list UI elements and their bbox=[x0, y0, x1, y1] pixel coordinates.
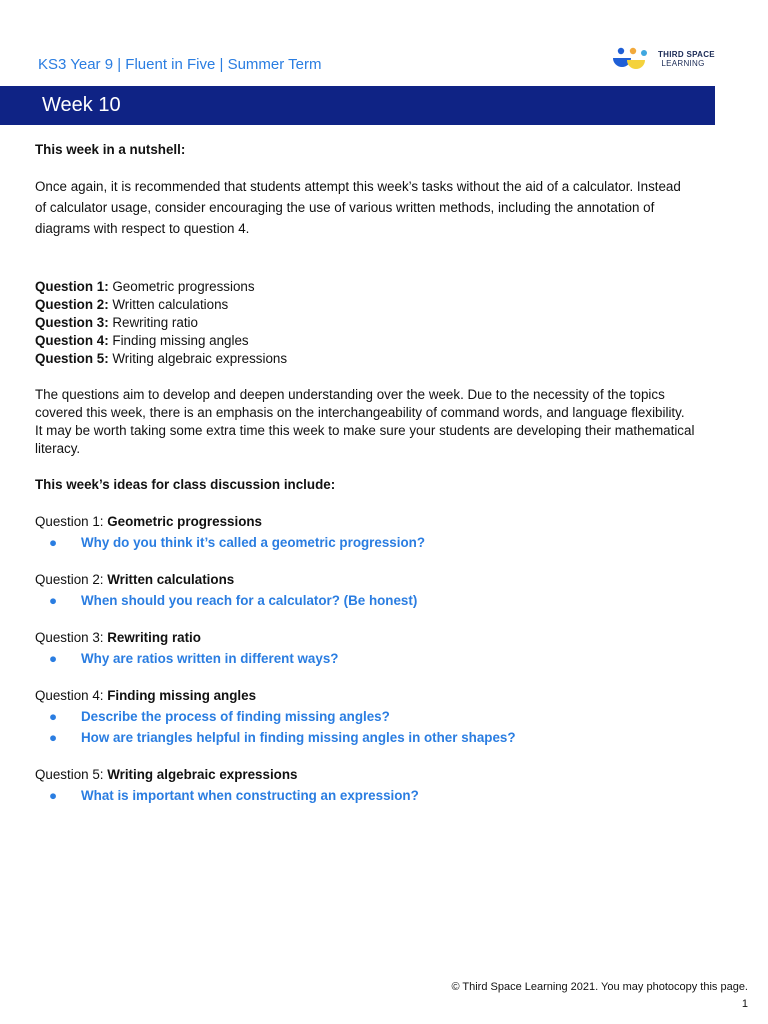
discussion-item bbox=[35, 513, 695, 552]
discussion-item bbox=[35, 629, 695, 668]
bullet-icon: ● bbox=[49, 788, 58, 803]
question-line bbox=[35, 278, 695, 296]
logo-wordmark bbox=[658, 50, 715, 68]
question-topic: Geometric progressions bbox=[112, 279, 255, 294]
logo-icon bbox=[611, 46, 655, 72]
discussion-question bbox=[35, 571, 695, 589]
bullet-icon: ● bbox=[49, 651, 58, 666]
discussion-prompt bbox=[35, 708, 695, 726]
prompt-text: Why do you think it’s called a geometric progression? bbox=[81, 535, 425, 550]
prompt-text: Why are ratios written in different ways? bbox=[81, 651, 339, 666]
prompt-text: What is important when constructing an expression? bbox=[81, 788, 419, 803]
discussion-item bbox=[35, 571, 695, 610]
question-topic: Finding missing angles bbox=[112, 333, 249, 348]
nutshell-intro: Once again, it is recommended that students attempt this week’s tasks without the aid of a calculator. Instead of calculator usage, consider encouraging the use of various written methods, including the annotation of diagrams with respect to question 4. bbox=[35, 179, 681, 236]
discussion-label: Question 5: bbox=[35, 767, 104, 782]
discussion-question bbox=[35, 513, 695, 531]
discussion-label: Question 1: bbox=[35, 514, 104, 529]
discussion-question bbox=[35, 766, 695, 784]
prompt-text: When should you reach for a calculator? (Be honest) bbox=[81, 593, 418, 608]
header-subtitle: KS3 Year 9 | Fluent in Five | Summer Term bbox=[38, 56, 322, 73]
discussion-prompt bbox=[35, 534, 695, 552]
question-topic: Rewriting ratio bbox=[112, 315, 198, 330]
prompt-text: Describe the process of finding missing angles? bbox=[81, 709, 390, 724]
question-line bbox=[35, 314, 695, 332]
question-line bbox=[35, 296, 695, 314]
discussion-question bbox=[35, 629, 695, 647]
main-content bbox=[35, 141, 695, 805]
question-label: Question 1: bbox=[35, 279, 109, 294]
discussion-topic: Finding missing angles bbox=[107, 688, 257, 703]
discussion-item bbox=[35, 687, 695, 747]
page-number: 1 bbox=[741, 998, 748, 1010]
question-label: Question 2: bbox=[35, 297, 109, 312]
aim-paragraph: The questions aim to develop and deepen understanding over the week. Due to the necessity of the topics covered this week, there is an emphasis on the interchangeability of command words, and language flexibility. It may be worth taking some extra time this week to make sure your students are developing their mathematical literacy. bbox=[35, 387, 695, 456]
question-topic: Written calculations bbox=[112, 297, 229, 312]
page-title: Week 10 bbox=[42, 94, 121, 116]
question-label: Question 3: bbox=[35, 315, 109, 330]
question-topic: Writing algebraic expressions bbox=[112, 351, 288, 366]
discussion-prompt bbox=[35, 592, 695, 610]
title-band bbox=[0, 86, 715, 125]
bullet-icon: ● bbox=[49, 730, 58, 745]
logo-line-2: LEARNING bbox=[661, 59, 705, 68]
copyright-footer: © Third Space Learning 2021. You may photocopy this page. bbox=[451, 981, 748, 993]
discussion-label: Question 4: bbox=[35, 688, 104, 703]
question-label: Question 5: bbox=[35, 351, 109, 366]
bullet-icon: ● bbox=[49, 593, 58, 608]
question-line bbox=[35, 350, 695, 368]
question-line bbox=[35, 332, 695, 350]
logo-line-1: THIRD SPACE bbox=[658, 50, 715, 59]
third-space-learning-logo bbox=[611, 46, 723, 72]
discussion-prompt bbox=[35, 650, 695, 668]
question-label: Question 4: bbox=[35, 333, 109, 348]
discussion-prompt bbox=[35, 729, 695, 747]
discussion-heading: This week’s ideas for class discussion include: bbox=[35, 477, 336, 492]
discussion-label: Question 3: bbox=[35, 630, 104, 645]
discussion-topic: Writing algebraic expressions bbox=[107, 767, 298, 782]
discussion-topic: Written calculations bbox=[107, 572, 235, 587]
bullet-icon: ● bbox=[49, 709, 58, 724]
discussion-prompt bbox=[35, 787, 695, 805]
discussion-topic: Geometric progressions bbox=[107, 514, 263, 529]
discussion-item bbox=[35, 766, 695, 805]
bullet-icon: ● bbox=[49, 535, 58, 550]
question-list bbox=[35, 278, 695, 368]
discussion-label: Question 2: bbox=[35, 572, 104, 587]
prompt-text: How are triangles helpful in finding missing angles in other shapes? bbox=[81, 730, 516, 745]
nutshell-heading: This week in a nutshell: bbox=[35, 142, 186, 157]
discussion-question bbox=[35, 687, 695, 705]
discussion-topic: Rewriting ratio bbox=[107, 630, 201, 645]
